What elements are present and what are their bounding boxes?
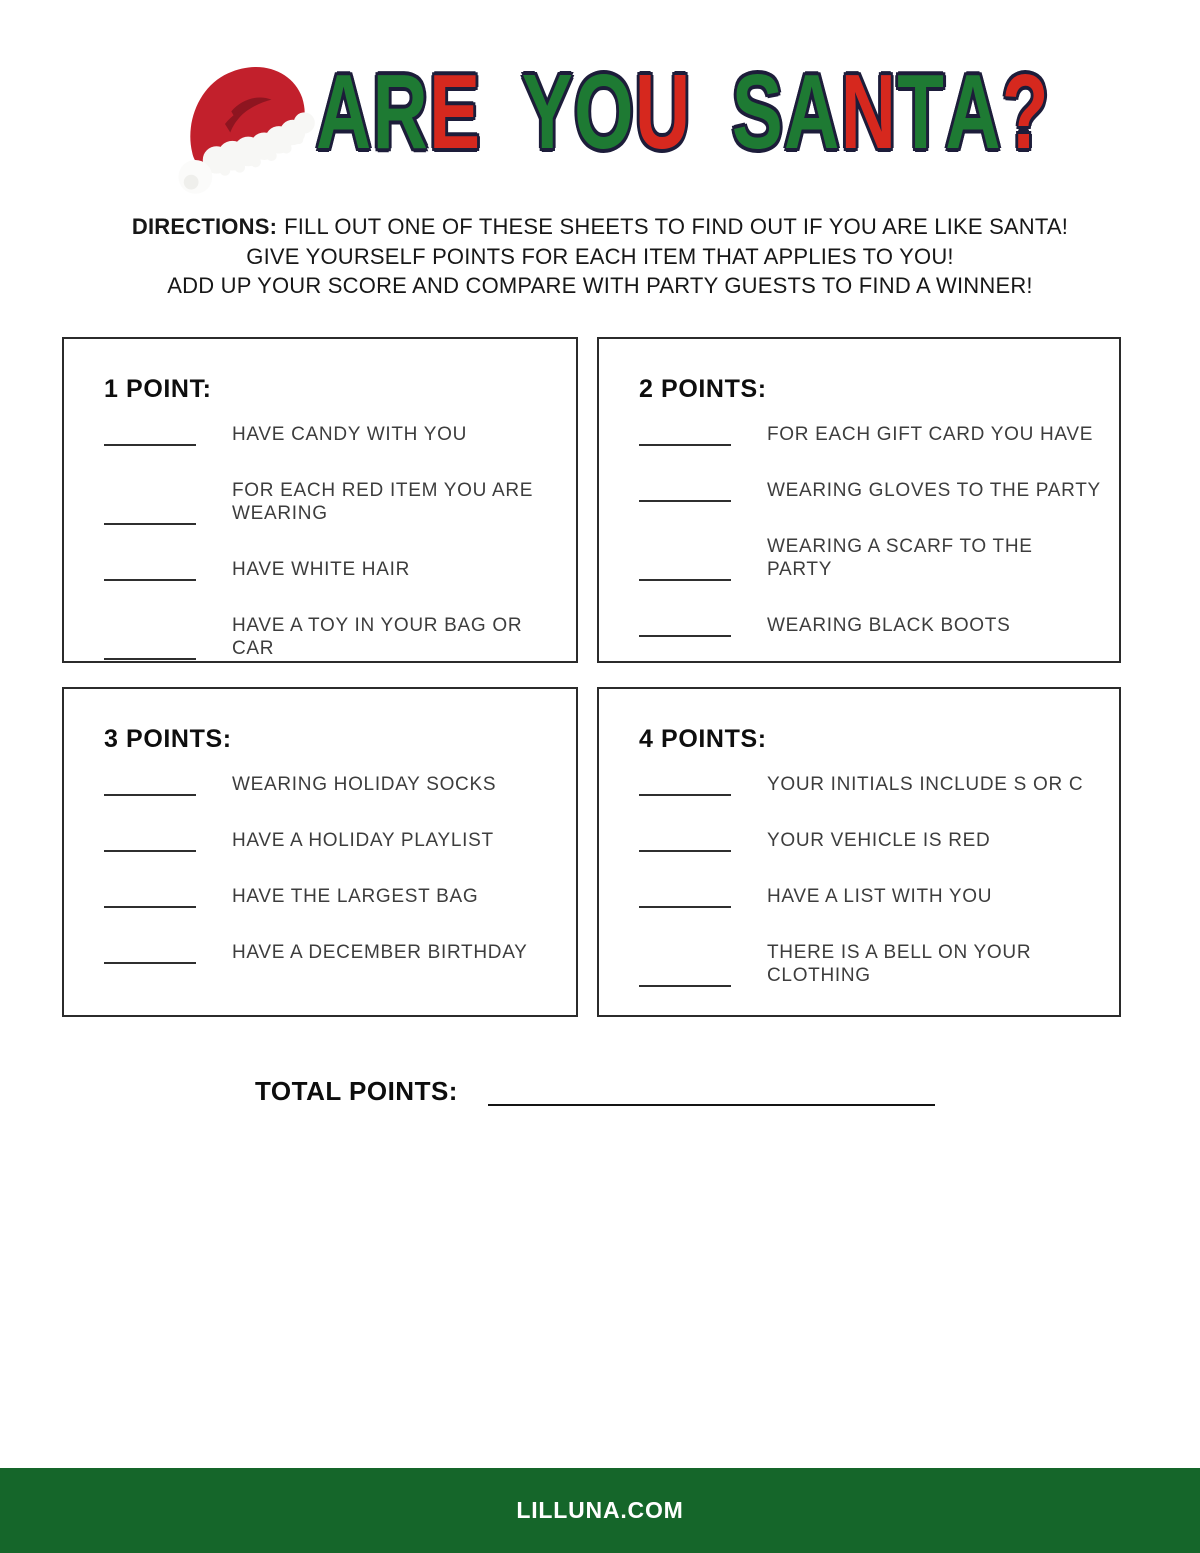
- score-item-row: [639, 941, 1103, 987]
- title-letter: U: [634, 53, 692, 171]
- score-item-row: [104, 614, 560, 660]
- score-item-label: HAVE THE LARGEST BAG: [232, 886, 479, 907]
- score-item-row: [104, 479, 560, 525]
- title-letter: T: [897, 53, 946, 171]
- points-blank-line[interactable]: [104, 561, 196, 581]
- score-item-label: YOUR INITIALS INCLUDE S OR C: [767, 774, 1084, 795]
- title-letter: A: [784, 53, 841, 171]
- score-item-row: [639, 773, 1103, 796]
- points-blank-line[interactable]: [104, 505, 196, 525]
- score-item-row: [104, 773, 560, 796]
- page-title: [316, 53, 1050, 171]
- box-items: [104, 773, 560, 964]
- score-item-row: [104, 941, 560, 964]
- total-points-section: [255, 1076, 935, 1106]
- score-item-label: HAVE A DECEMBER BIRTHDAY: [232, 942, 528, 963]
- score-item-row: [104, 558, 560, 581]
- title-letter: O: [574, 53, 635, 171]
- score-item-row: [639, 535, 1103, 581]
- score-item-row: [104, 885, 560, 908]
- title-letter: Y: [521, 53, 575, 171]
- box-items: [104, 423, 560, 660]
- points-blank-line[interactable]: [639, 561, 731, 581]
- score-box-4-points: [597, 687, 1121, 1017]
- directions-line-1: [0, 212, 1200, 242]
- score-item-label: HAVE WHITE HAIR: [232, 559, 410, 580]
- box-heading: 3 POINTS:: [104, 725, 232, 753]
- points-blank-line[interactable]: [639, 617, 731, 637]
- title-letter: A: [316, 53, 373, 171]
- score-item-row: [639, 885, 1103, 908]
- title-letter: N: [840, 53, 898, 171]
- title-letter: S: [731, 53, 785, 171]
- score-item-row: [104, 423, 560, 446]
- score-box-2-points: [597, 337, 1121, 663]
- score-item-row: [104, 829, 560, 852]
- title-word: [731, 53, 1050, 171]
- title-letter: E: [429, 53, 482, 171]
- footer-site-text: LILLUNA.COM: [516, 1497, 684, 1523]
- points-blank-line[interactable]: [104, 776, 196, 796]
- score-item-row: [639, 423, 1103, 446]
- score-item-label: YOUR VEHICLE IS RED: [767, 830, 991, 851]
- directions-label: DIRECTIONS:: [131, 214, 278, 239]
- score-item-label: HAVE A TOY IN YOUR BAG OR CAR: [232, 615, 523, 659]
- score-item-label: WEARING BLACK BOOTS: [767, 615, 1011, 636]
- points-blank-line[interactable]: [104, 426, 196, 446]
- score-item-label: HAVE A LIST WITH YOU: [767, 886, 993, 907]
- score-item-label: HAVE CANDY WITH YOU: [232, 424, 468, 445]
- directions: [0, 212, 1200, 301]
- directions-line-3: ADD UP YOUR SCORE AND COMPARE WITH PARTY GUESTS TO FIND A WINNER!: [167, 273, 1033, 298]
- title-letter: ?: [1001, 53, 1050, 171]
- directions-line-2: GIVE YOURSELF POINTS FOR EACH ITEM THAT APPLIES TO YOU!: [246, 243, 954, 269]
- score-item-row: [639, 479, 1103, 502]
- box-items: [639, 773, 1103, 987]
- points-blank-line[interactable]: [639, 967, 731, 987]
- score-item-label: HAVE A HOLIDAY PLAYLIST: [232, 830, 494, 851]
- box-heading: 2 POINTS:: [639, 375, 767, 403]
- points-blank-line[interactable]: [639, 888, 731, 908]
- score-item-label: WEARING HOLIDAY SOCKS: [232, 774, 497, 795]
- directions-text-1: FILL OUT ONE OF THESE SHEETS TO FIND OUT IF YOU ARE LIKE SANTA!: [284, 214, 1069, 239]
- points-blank-line[interactable]: [639, 776, 731, 796]
- box-heading: 1 POINT:: [104, 375, 212, 403]
- score-item-label: WEARING A SCARF TO THE PARTY: [767, 536, 1033, 580]
- score-box-3-points: [62, 687, 578, 1017]
- score-item-label: THERE IS A BELL ON YOUR CLOTHING: [767, 942, 1032, 986]
- points-blank-line[interactable]: [104, 640, 196, 660]
- title-letter: R: [372, 53, 430, 171]
- footer-bar: [0, 1468, 1200, 1553]
- box-items: [639, 423, 1103, 637]
- title-word: [521, 53, 692, 171]
- total-points-blank-line[interactable]: [488, 1078, 935, 1106]
- score-item-row: [639, 829, 1103, 852]
- score-item-label: WEARING GLOVES TO THE PARTY: [767, 480, 1101, 501]
- title-word: [316, 53, 482, 171]
- points-blank-line[interactable]: [639, 832, 731, 852]
- box-heading: 4 POINTS:: [639, 725, 767, 753]
- score-item-label: FOR EACH RED ITEM YOU ARE WEARING: [232, 480, 534, 524]
- total-points-label: TOTAL POINTS:: [255, 1076, 458, 1106]
- score-item-row: [639, 614, 1103, 637]
- points-blank-line[interactable]: [639, 426, 731, 446]
- santa-hat-icon: [170, 50, 318, 198]
- points-blank-line[interactable]: [639, 482, 731, 502]
- points-blank-line[interactable]: [104, 944, 196, 964]
- points-blank-line[interactable]: [104, 888, 196, 908]
- title-letter: A: [945, 53, 1002, 171]
- score-box-1-point: [62, 337, 578, 663]
- score-item-label: FOR EACH GIFT CARD YOU HAVE: [767, 424, 1094, 445]
- points-blank-line[interactable]: [104, 832, 196, 852]
